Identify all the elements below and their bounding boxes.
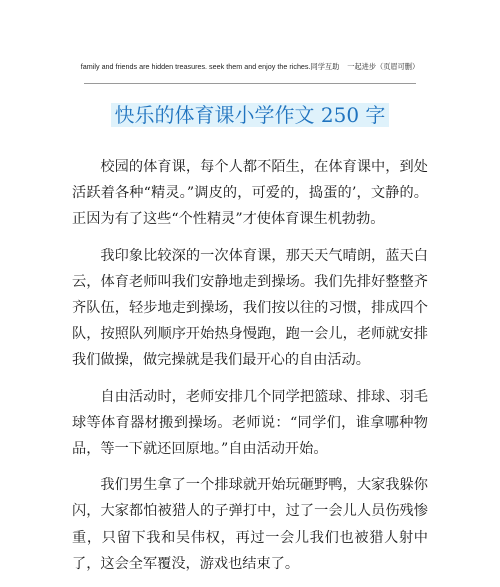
document-title bbox=[0, 98, 500, 132]
document-body bbox=[72, 154, 428, 587]
header-chinese-text-2: 一起进步（页眉可删） bbox=[347, 62, 420, 71]
paragraph-1: 校园的体育课，每个人都不陌生，在体育课中，到处活跃着各种“精灵。”调皮的，可爱的，捣蛋的’，文静的。正因为有了这些“个性精灵”才使体育课生机勃勃。 bbox=[72, 159, 428, 228]
paragraph-2: 我印象比较深的一次体育课，那天天气晴朗，蓝天白云，体育老师叫我们安静地走到操场。我们先排好整整齐齐队伍，轻步地走到操场，我们按以往的习惯，排成四个队，按照队列顺序开始热身慢跑，跑一会儿，老师就安排我们做操，做完操就是我们最开心的自由活动。 bbox=[72, 247, 428, 369]
header-divider bbox=[84, 83, 416, 84]
title-text: 快乐的体育课小学作文 250 字 bbox=[111, 103, 390, 127]
header-chinese-text-1: 同学互助 bbox=[310, 62, 340, 71]
paragraph-3: 自由活动时，老师安排几个同学把篮球、排球、羽毛球等体育器材搬到操场。老师说：“同学们，谁拿哪种物品，等一下就还回原地。”自由活动开始。 bbox=[72, 388, 428, 458]
header-english-text: family and friends are hidden treasures. seek them and enjoy the riches. bbox=[80, 62, 311, 71]
paragraph-4: 我们男生拿了一个排球就开始玩砸野鸭，大家我躲你闪，大家都怕被猎人的子弹打中，过了一会儿人员伤残惨重，只留下我和吴伟权，再过一会儿我们也被猎人射中了，这会全军覆没，游戏也结束了。 bbox=[72, 477, 428, 572]
page-header bbox=[40, 60, 460, 80]
